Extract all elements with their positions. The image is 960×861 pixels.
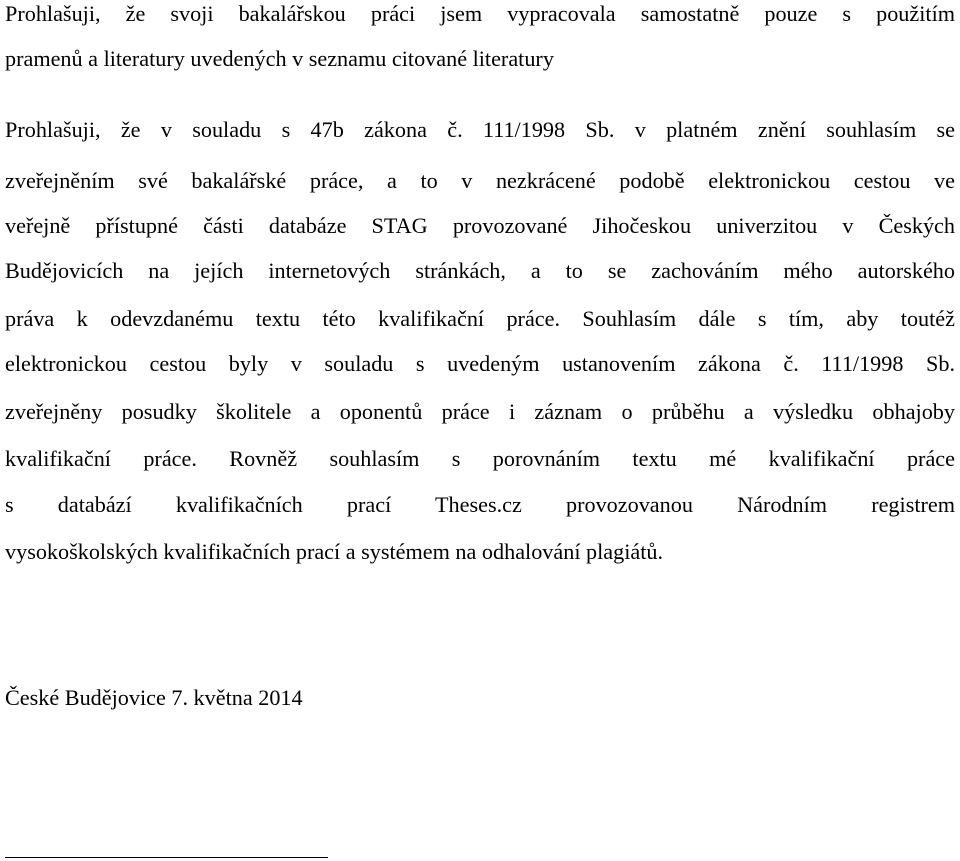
text-line: elektronickou cestou byly v souladu s uvedeným ustanovením zákona č. 111/1998 Sb. — [5, 351, 955, 376]
text-line: práva k odevzdanému textu této kvalifikační práce. Souhlasím dále s tím, aby toutéž — [5, 306, 955, 331]
text-line: vysokoškolských kvalifikačních prací a systémem na odhalování plagiátů. — [5, 539, 664, 564]
text-line: s databází kvalifikačních prací Theses.cz provozovanou Národním registrem — [5, 492, 955, 517]
text-line: kvalifikační práce. Rovněž souhlasím s porovnáním textu mé kvalifikační práce — [5, 446, 955, 471]
text-line: Prohlašuji, že svoji bakalářskou práci jsem vypracovala samostatně pouze s použitím — [5, 1, 955, 26]
place-and-date: České Budějovice 7. května 2014 — [5, 685, 303, 710]
text-line: pramenů a literatury uvedených v seznamu citované literatury — [5, 46, 554, 71]
text-line: zveřejněny posudky školitele a oponentů práce i záznam o průběhu a výsledku obhajoby — [5, 399, 955, 424]
signature-line — [5, 857, 328, 858]
text-line: Budějovicích na jejích internetových stránkách, a to se zachováním mého autorského — [5, 258, 955, 283]
text-line: Prohlašuji, že v souladu s 47b zákona č. 111/1998 Sb. v platném znění souhlasím se — [5, 117, 955, 142]
text-line: veřejně přístupné části databáze STAG provozované Jihočeskou univerzitou v Českých — [5, 213, 955, 238]
text-line: zveřejněním své bakalářské práce, a to v nezkrácené podobě elektronickou cestou ve — [5, 168, 955, 193]
